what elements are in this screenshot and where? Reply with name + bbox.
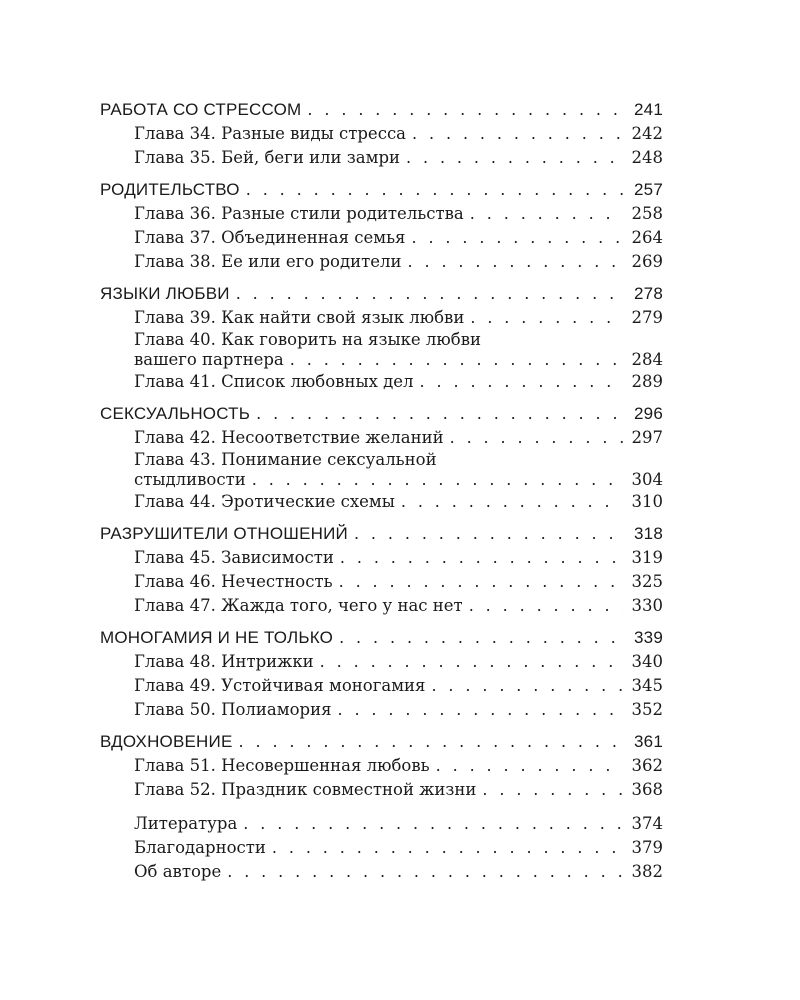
part-title: РАБОТА СО СТРЕССОМ: [100, 100, 302, 119]
page-number: 325: [631, 572, 663, 591]
part-title: ВДОХНОВЕНИЕ: [100, 732, 233, 751]
chapter-title: Глава 34. Разные виды стресса: [134, 124, 407, 143]
page-number: 296: [634, 404, 663, 423]
dot-leader: [436, 754, 623, 778]
toc-chapter: [100, 370, 663, 394]
toc-part: [100, 282, 663, 306]
chapter-title: Глава 50. Полиамория: [134, 700, 332, 719]
dot-leader: [340, 546, 623, 570]
toc-part: [100, 730, 663, 754]
dot-leader: [339, 570, 623, 594]
dot-leader: [272, 836, 623, 860]
page-number: 241: [634, 100, 663, 119]
page-number: 279: [631, 308, 663, 327]
dot-leader: [420, 370, 623, 394]
page-number: 289: [631, 372, 663, 391]
back-matter-title: Литература: [134, 814, 238, 833]
dot-leader: [412, 122, 623, 146]
chapter-title: Глава 51. Несовершенная любовь: [134, 756, 430, 775]
back-matter-title: Благодарности: [134, 838, 266, 857]
part-title: СЕКСУАЛЬНОСТЬ: [100, 404, 251, 423]
page-number: 340: [631, 652, 663, 671]
chapter-title: Глава 44. Эротические схемы: [134, 492, 395, 511]
dot-leader: [243, 812, 623, 836]
chapter-title: Глава 39. Как найти свой язык любви: [134, 308, 465, 327]
part-title: ЯЗЫКИ ЛЮБВИ: [100, 284, 230, 303]
dot-leader: [246, 178, 623, 202]
part-title: МОНОГАМИЯ И НЕ ТОЛЬКО: [100, 628, 334, 647]
chapter-title: Глава 49. Устойчивая моногамия: [134, 676, 426, 695]
toc-chapter: [100, 754, 663, 778]
dot-leader: [469, 594, 623, 618]
page-number: 257: [634, 180, 663, 199]
toc-chapter: [100, 426, 663, 450]
toc-chapter: [100, 146, 663, 170]
toc-chapter: [100, 350, 663, 370]
dot-leader: [337, 698, 623, 722]
toc-chapter: [100, 594, 663, 618]
page-number: 382: [631, 862, 663, 881]
chapter-title: Глава 46. Нечестность: [134, 572, 333, 591]
page-number: 345: [631, 676, 663, 695]
page-number: 310: [631, 492, 663, 511]
page-number: 379: [631, 838, 663, 857]
page-number: 318: [634, 524, 663, 543]
page-number: 242: [631, 124, 663, 143]
toc-chapter: [100, 650, 663, 674]
page-number: 352: [631, 700, 663, 719]
dot-leader: [252, 470, 623, 490]
page-number: 362: [631, 756, 663, 775]
dot-leader: [470, 202, 623, 226]
toc-chapter: [100, 202, 663, 226]
page-number: 258: [631, 204, 663, 223]
toc-back-matter: [100, 812, 663, 836]
page-number: 339: [634, 628, 663, 647]
toc-back-matter: [100, 836, 663, 860]
chapter-title: стыдливости: [134, 470, 246, 489]
page-number: 304: [631, 470, 663, 489]
page-number: 278: [634, 284, 663, 303]
chapter-title: Глава 35. Бей, беги или замри: [134, 148, 401, 167]
dot-leader: [227, 860, 623, 884]
chapter-title: Глава 37. Объединенная семья: [134, 228, 406, 247]
chapter-title: Глава 48. Интрижки: [134, 652, 314, 671]
toc-chapter: [100, 470, 663, 490]
dot-leader: [482, 778, 623, 802]
toc-chapter: [100, 778, 663, 802]
toc-chapter: [100, 546, 663, 570]
toc-chapter: [100, 250, 663, 274]
dot-leader: [401, 490, 623, 514]
dot-leader: [411, 226, 623, 250]
chapter-title-line1: Глава 40. Как говорить на языке любви: [134, 330, 481, 349]
page-number: 368: [631, 780, 663, 799]
part-title: РАЗРУШИТЕЛИ ОТНОШЕНИЙ: [100, 524, 348, 543]
page-number: 264: [631, 228, 663, 247]
toc-chapter: [100, 226, 663, 250]
page-number: 284: [631, 350, 663, 369]
dot-leader: [320, 650, 623, 674]
chapter-title: Глава 42. Несоответствие желаний: [134, 428, 444, 447]
dot-leader: [470, 306, 623, 330]
toc-chapter: [100, 674, 663, 698]
toc-part: [100, 178, 663, 202]
page-number: 361: [634, 732, 663, 751]
chapter-title: Глава 38. Ее или его родители: [134, 252, 402, 271]
dot-leader: [354, 522, 623, 546]
chapter-title: Глава 52. Праздник совместной жизни: [134, 780, 477, 799]
toc-chapter: [100, 306, 663, 330]
toc-part: [100, 522, 663, 546]
toc-back-matter: [100, 860, 663, 884]
toc-chapter: [100, 570, 663, 594]
toc-part: [100, 402, 663, 426]
dot-leader: [406, 146, 623, 170]
dot-leader: [339, 626, 623, 650]
chapter-title-line1: Глава 43. Понимание сексуальной: [134, 450, 437, 469]
toc-part: [100, 98, 663, 122]
dot-leader: [290, 350, 623, 370]
table-of-contents: [100, 98, 663, 884]
dot-leader: [307, 98, 623, 122]
chapter-title: Глава 36. Разные стили родительства: [134, 204, 464, 223]
dot-leader: [256, 402, 623, 426]
dot-leader: [408, 250, 624, 274]
page-number: 269: [631, 252, 663, 271]
page-number: 248: [631, 148, 663, 167]
toc-chapter: [100, 698, 663, 722]
chapter-title: вашего партнера: [134, 350, 284, 369]
part-title: РОДИТЕЛЬСТВО: [100, 180, 240, 199]
page-number: 374: [631, 814, 663, 833]
chapter-title: Глава 47. Жажда того, чего у нас нет: [134, 596, 463, 615]
toc-chapter: [100, 122, 663, 146]
chapter-title: Глава 41. Список любовных дел: [134, 372, 414, 391]
dot-leader: [431, 674, 623, 698]
dot-leader: [236, 282, 623, 306]
toc-chapter: [100, 490, 663, 514]
page-number: 297: [631, 428, 663, 447]
dot-leader: [450, 426, 623, 450]
back-matter-title: Об авторе: [134, 862, 222, 881]
chapter-title: Глава 45. Зависимости: [134, 548, 334, 567]
dot-leader: [239, 730, 624, 754]
page-number: 319: [631, 548, 663, 567]
toc-part: [100, 626, 663, 650]
page-number: 330: [631, 596, 663, 615]
